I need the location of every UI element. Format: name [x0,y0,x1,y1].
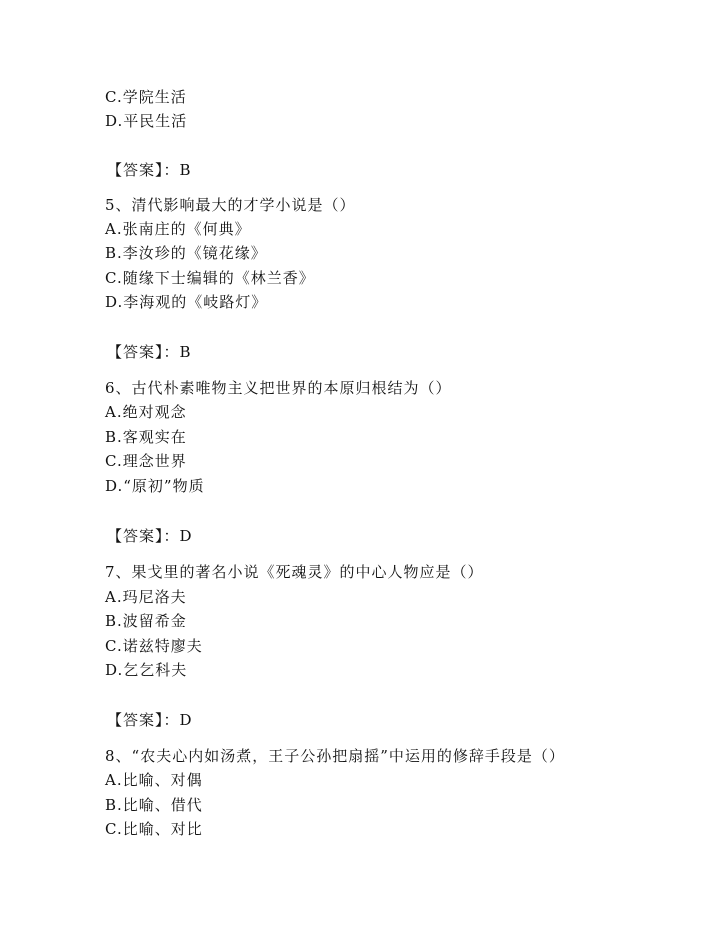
option-b-q8: B.比喻、借代 [105,796,203,814]
answer-q5: 【答案】：B [107,343,192,361]
answer-q7: 【答案】：D [107,711,193,729]
option-c-q4: C.学院生活 [105,88,187,106]
question-6: 6、古代朴素唯物主义把世界的本原归根结为（） [105,379,452,397]
option-c-q6: C.理念世界 [105,452,187,470]
answer-q4: 【答案】：B [107,161,192,179]
option-b-q5: B.李汝珍的《镜花缘》 [105,244,267,262]
answer-q6: 【答案】：D [107,527,193,545]
option-c-q8: C.比喻、对比 [105,820,203,838]
option-d-q5: D.李海观的《岐路灯》 [105,293,268,311]
option-c-q7: C.诺兹特廖夫 [105,637,203,655]
question-5: 5、清代影响最大的才学小说是（） [105,196,356,214]
option-d-q7: D.乞乞科夫 [105,661,188,679]
option-a-q5: A.张南庄的《何典》 [105,220,251,238]
option-a-q7: A.玛尼洛夫 [105,588,187,606]
option-a-q8: A.比喻、对偶 [105,771,203,789]
option-a-q6: A.绝对观念 [105,403,187,421]
option-b-q7: B.波留希金 [105,612,187,630]
option-b-q6: B.客观实在 [105,428,187,446]
question-7: 7、果戈里的著名小说《死魂灵》的中心人物应是（） [105,563,484,581]
option-c-q5: C.随缘下士编辑的《林兰香》 [105,269,315,287]
option-d-q6: D.“原初”物质 [105,477,205,495]
option-d-q4: D.平民生活 [105,112,188,130]
question-8: 8、“农夫心内如汤煮，王子公孙把扇摇”中运用的修辞手段是（） [105,747,565,765]
